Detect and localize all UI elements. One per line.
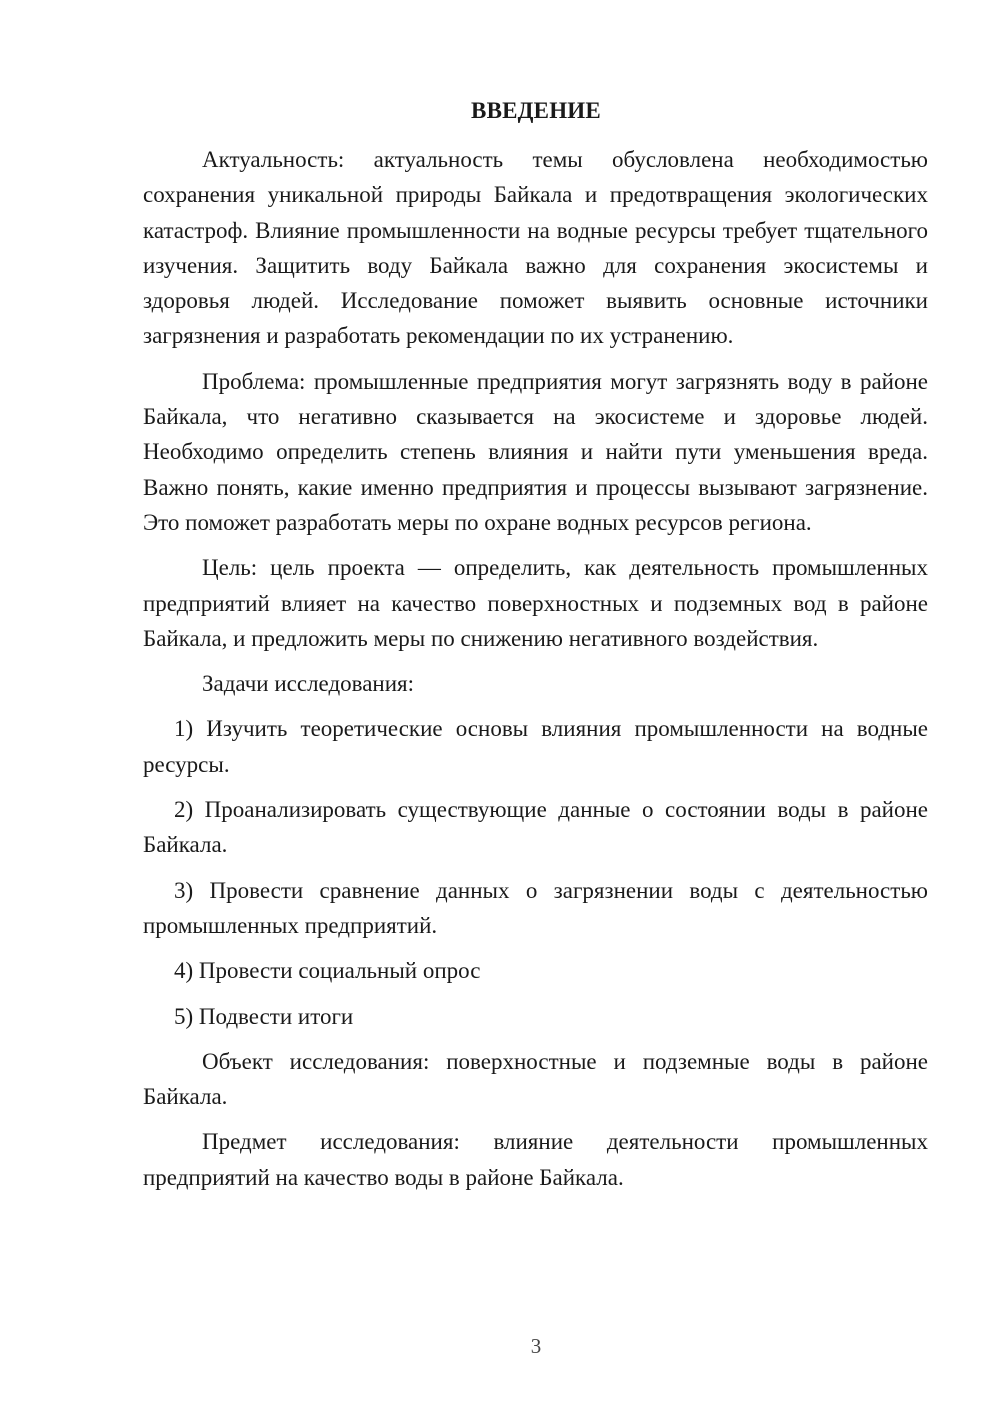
paragraph-object: Объект исследования: поверхностные и подземные воды в районе Байкала.: [143, 1048, 928, 1110]
paragraph-goal: Цель: цель проекта — определить, как деятельность промышленных предприятий влияет на качество поверхностных и подземных вод в районе Байкала, и предложить меры по снижению негативного воздействия.: [143, 555, 928, 651]
list-item: 5) Подвести итоги: [174, 1003, 354, 1029]
paragraph-tasks-heading: Задачи исследования:: [202, 671, 415, 697]
page-number: 3: [530, 1334, 542, 1358]
paragraph-subject: Предмет исследования: влияние деятельности промышленных предприятий на качество воды в районе Байкала.: [143, 1129, 928, 1190]
document-body: [143, 142, 928, 1205]
list-item: 2) Проанализировать существующие данные о состоянии воды в районе Байкала.: [143, 797, 928, 858]
paragraph-relevance: Актуальность: актуальность темы обусловлена необходимостью сохранения уникальной природы Байкала и предотвращения экологических катастроф. Влияние промышленности на водные ресурсы требует тщательного изучения. Защитить воду Байкала важно для сохранения экосистемы и здоровья людей. Исследование поможет выявить основные источники загрязнения и разработать рекомендации по их устранению.: [143, 147, 928, 349]
list-item: 1) Изучить теоретические основы влияния промышленности на водные ресурсы.: [143, 716, 928, 777]
paragraph-problem: Проблема: промышленные предприятия могут загрязнять воду в районе Байкала, что негативно сказывается на экосистеме и здоровье людей. Необходимо определить степень влияния и найти пути уменьшения вреда. Важно понять, какие именно предприятия и процессы вызывают загрязнение. Это поможет разработать меры по охране водных ресурсов региона.: [143, 368, 928, 535]
list-item: 3) Провести сравнение данных о загрязнении воды с деятельностью промышленных предприятий.: [143, 877, 928, 938]
list-item: 4) Провести социальный опрос: [174, 958, 481, 984]
page-title: ВВЕДЕНИЕ: [471, 98, 601, 123]
